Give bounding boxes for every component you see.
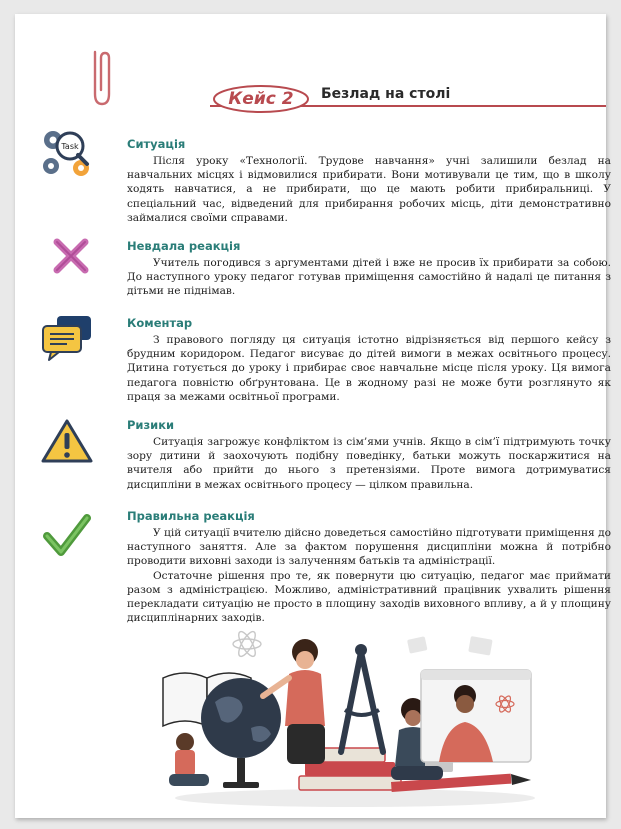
section-comment — [127, 316, 611, 404]
warning-icon — [41, 418, 93, 464]
checkmark-icon — [43, 512, 91, 558]
speech-bubbles-icon — [41, 314, 93, 362]
section-paragraph: Ситуація загрожує конфліктом із сім’ями учнів. Якщо в сім’ї підтримують точку зору дитини й заохочують подібну поведінку, батьки можуть поскаржитися на вчителя або прийти до нього з претензіями. Проте вимога дотримуватися дисципліни в межах освітнього процесу — цілком правильна. — [127, 436, 611, 491]
section-paragraph: З правового погляду ця ситуація істотно відрізняється від першого кейсу з брудним коридором. Педагог висуває до дітей вимоги в межах освітнього процесу. Дитина готується до уроку і прибирає своє навчальне місце після уроку. Ця вимога педагога повністю обґрунтована. Це в жодному разі не може бути розглянуто як праця за межами освітньої програми. — [127, 334, 611, 403]
learning-illustration — [155, 622, 551, 812]
section-paragraph: Остаточне рішення про те, як повернути цю ситуацію, педагог має приймати разом з адміністрацією. Можливо, адміністративний працівник ухвалить рішення перекладати ситуацію не просто в площину заходів виховного впливу, а й у площину дисциплінарних заходів. — [127, 569, 611, 625]
task-icon-label: Task — [61, 142, 79, 151]
section-title: Коментар — [127, 316, 193, 330]
case-title: Безлад на столі — [321, 86, 451, 102]
section-situation — [127, 137, 611, 225]
section-paragraph: Після уроку «Технології. Трудове навчання» учні залишили безлад на навчальних місцях і відмовилися прибирати. Вони мотивували це тим, що в школу ходять навчатися, а не прибирати, що це мають робити прибиральниці. У спеціальний час, відведений для прибирання робочих місць, діти демонстративно займалися своїми справами. — [127, 155, 611, 224]
section-paragraph: Учитель погодився з аргументами дітей і вже не просив їх прибирати за собою. До наступного уроку педагог готував приміщення самостійно й надалі це питання з дітьми не піднімав. — [127, 257, 611, 298]
atom-icon — [233, 629, 261, 658]
section-title: Невдала реакція — [127, 239, 241, 253]
section-title: Правильна реакція — [127, 509, 255, 523]
section-title: Ситуація — [127, 137, 186, 151]
task-gears-icon — [37, 122, 97, 180]
page — [15, 14, 611, 818]
section-failed-reaction — [127, 239, 611, 299]
section-risks — [127, 418, 611, 492]
section-paragraph: У цій ситуації вчителю дійсно доведеться самостійно підготувати приміщення до наступного заняття. Але за фактом порушення дисципліни можна й потрібно проводити виховні заходи із залученням батьків та адміністрації. — [127, 527, 611, 568]
case-label: Кейс 2 — [228, 89, 294, 109]
open-book — [163, 673, 207, 726]
section-title: Ризики — [127, 418, 175, 432]
paperclip-icon — [88, 48, 114, 108]
cross-icon — [51, 236, 91, 276]
section-correct-reaction — [127, 509, 611, 625]
compass — [341, 652, 383, 752]
books-stack — [305, 762, 395, 776]
